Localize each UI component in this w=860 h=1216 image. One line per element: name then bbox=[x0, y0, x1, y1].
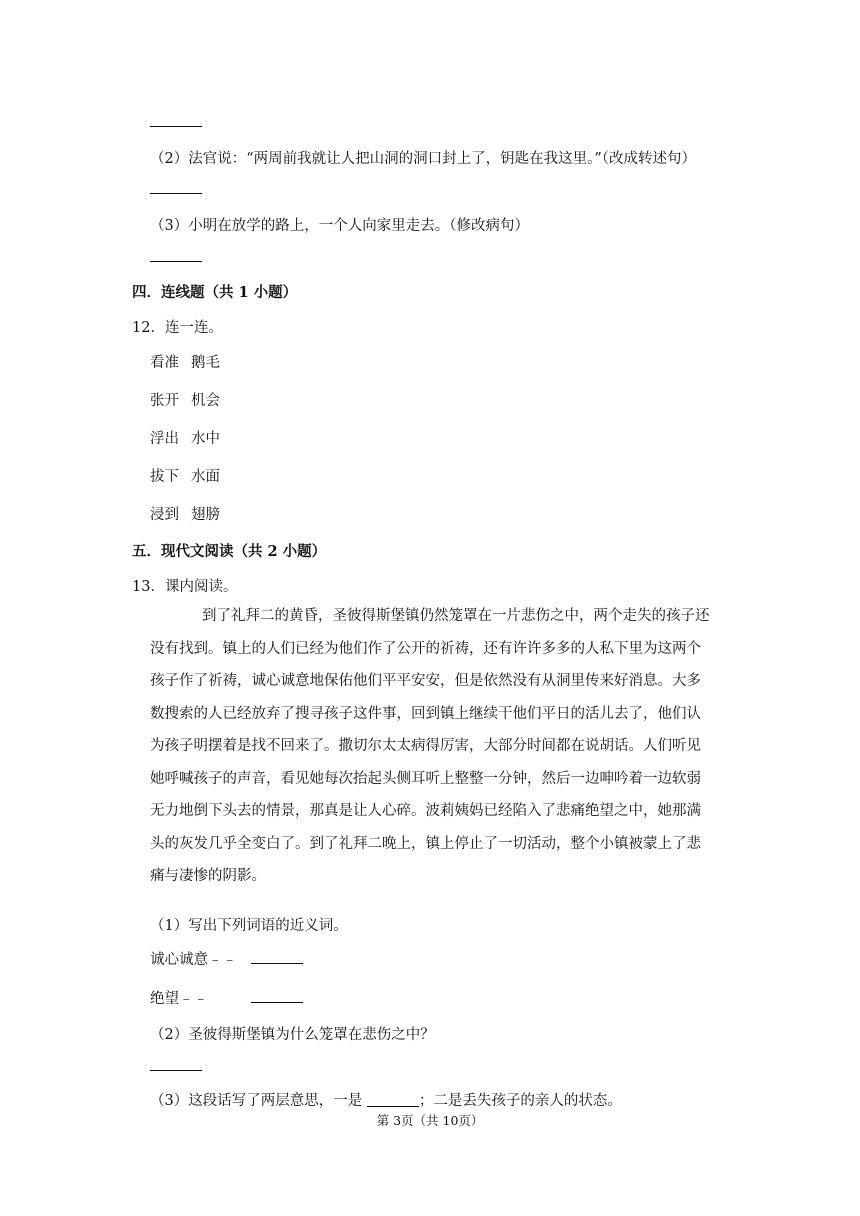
answer-blank-line bbox=[251, 1002, 303, 1003]
sub-question-3-after: ；二是丢失孩子的亲人的状态。 bbox=[418, 1093, 622, 1109]
pair-left: 看准 bbox=[150, 355, 179, 371]
sub-question-3-before: （3）这段话写了两层意思，一是 bbox=[150, 1093, 367, 1109]
pair-right: 水中 bbox=[191, 431, 220, 447]
passage-line: 孩子作了祈祷，诚心诚意地保佑他们平平安安，但是依然没有从洞里传来好消息。大多 bbox=[150, 673, 701, 689]
question-13-title: 13．课内阅读。 bbox=[132, 579, 238, 595]
q11-item-2: （2）法官说：“两周前我就让人把山洞的洞口封上了，钥匙在我这里。”（改成转述句） bbox=[150, 151, 697, 167]
question-12-title: 12．连一连。 bbox=[132, 320, 223, 336]
sub-question-3 bbox=[150, 1089, 622, 1110]
pair-row bbox=[150, 389, 220, 410]
pair-right: 机会 bbox=[191, 393, 220, 409]
passage-line: 头的灰发几乎全变白了。到了礼拜二晚上，镇上停止了一切活动，整个小镇被蒙上了悲 bbox=[150, 835, 701, 852]
pair-row bbox=[150, 503, 220, 524]
section-5-heading: 五．现代文阅读（共 2 小题） bbox=[132, 543, 327, 560]
passage-line: 到了礼拜二的黄昏，圣彼得斯堡镇仍然笼罩在一片悲伤之中，两个走失的孩子还 bbox=[202, 608, 710, 624]
passage-line: 痛与凄惨的阴影。 bbox=[150, 868, 266, 884]
pair-right: 翅膀 bbox=[191, 507, 220, 523]
passage-line: 无力地倒下头去的情景，那真是让人心碎。波莉姨妈已经陷入了悲痛绝望之中，她那满 bbox=[150, 803, 701, 819]
pair-left: 浸到 bbox=[150, 507, 179, 523]
q11-item-3: （3）小明在放学的路上，一个人向家里走去。（修改病句） bbox=[150, 218, 529, 234]
section-4-heading: 四．连线题（共 1 小题） bbox=[132, 284, 298, 301]
passage-line: 她呼喊孩子的声音，看见她每次抬起头侧耳听上整整一分钟，然后一边呻吟着一边软弱 bbox=[150, 770, 701, 787]
pair-left: 拔下 bbox=[150, 469, 179, 485]
answer-blank-line bbox=[251, 963, 303, 964]
answer-blank-line bbox=[150, 126, 202, 127]
reading-passage bbox=[150, 600, 732, 893]
page-footer: 第 3页（共 10页） bbox=[376, 1113, 484, 1128]
answer-blank-line bbox=[150, 261, 202, 262]
passage-line: 为孩子明摆着是找不回来了。撒切尔太太病得厉害，大部分时间都在说胡话。人们听见 bbox=[150, 738, 701, 754]
pair-right: 水面 bbox=[191, 469, 220, 485]
passage-line: 数搜索的人已经放弃了搜寻孩子这件事，回到镇上继续干他们平日的活儿去了，他们认 bbox=[150, 705, 701, 722]
synonym-1-label: 诚心诚意﹣﹣ bbox=[150, 952, 237, 968]
sub-question-2: （2）圣彼得斯堡镇为什么笼罩在悲伤之中？ bbox=[150, 1027, 435, 1043]
pair-left: 浮出 bbox=[150, 431, 179, 447]
sub-question-1: （1）写出下列词语的近义词。 bbox=[150, 918, 348, 934]
passage-line: 没有找到。镇上的人们已经为他们作了公开的祈祷，还有许许多多的人私下里为这两个 bbox=[150, 640, 701, 657]
pair-row bbox=[150, 351, 220, 372]
synonym-2-label: 绝望﹣﹣ bbox=[150, 991, 208, 1007]
pair-left: 张开 bbox=[150, 393, 179, 409]
answer-blank-line bbox=[150, 1070, 202, 1071]
answer-blank-inline bbox=[367, 1092, 419, 1107]
pair-row bbox=[150, 465, 220, 486]
answer-blank-line bbox=[150, 193, 202, 194]
pair-right: 鹅毛 bbox=[191, 355, 220, 371]
pair-row bbox=[150, 427, 220, 448]
